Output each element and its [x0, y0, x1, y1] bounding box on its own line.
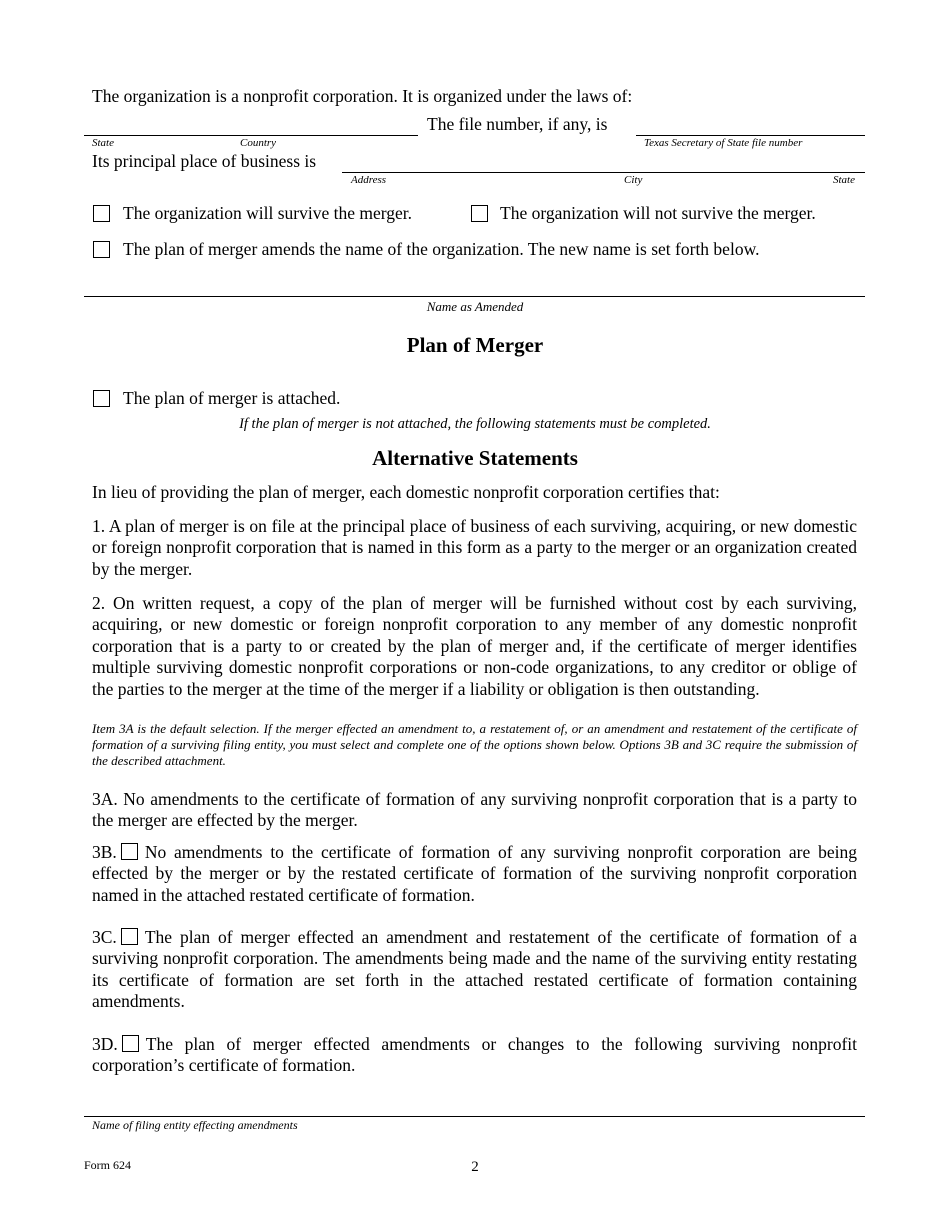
- country-label: Country: [240, 137, 277, 149]
- statement-1: 1. A plan of merger is on file at the principal place of business of each surviving, acquiring, or new domestic or foreign nonprofit corporation that is named in this form as a party to the merger or an organization created by the merger.: [92, 516, 857, 579]
- option-3d-number: 3D.: [92, 1034, 118, 1054]
- principal-place-field[interactable]: [342, 172, 865, 173]
- survive-checkbox[interactable]: [93, 205, 110, 222]
- name-amend-checkbox[interactable]: [93, 241, 110, 258]
- option-3a: 3A. No amendments to the certificate of formation of any surviving nonprofit corporation that is a party to the merger are effected by the merger.: [92, 789, 857, 831]
- survive-option-label: The organization will survive the merger.: [123, 203, 412, 223]
- nonprofit-statement: The organization is a nonprofit corporation. It is organized under the laws of:: [92, 86, 633, 106]
- option-3c-text: The plan of merger effected an amendment and restatement of the certificate of formation of a surviving nonprofit corporation. The amendments being made and the name of the surviving entity restating its certificate of formation are set forth in the attached restated certificate of formation containing amendments.: [92, 927, 857, 1012]
- city-label: City: [624, 174, 643, 186]
- statement-2: 2. On written request, a copy of the plan of merger will be furnished without cost by each surviving, acquiring, or new domestic or foreign nonprofit corporation to any member of any domestic nonprofit corporation that is a party to or created by the plan of merger and, if the certificate of merger identifies multiple surviving domestic nonprofit corporations or non-code organizations, to any creditor or oblige of the parties to the merger at the time of the merger if a liability or obligation is then outstanding.: [92, 593, 857, 699]
- option-3b-checkbox[interactable]: [121, 843, 138, 860]
- name-as-amended-field[interactable]: [84, 296, 865, 297]
- filing-entity-field[interactable]: [84, 1116, 865, 1117]
- file-number-field[interactable]: [636, 135, 865, 136]
- file-number-label: The file number, if any, is: [427, 114, 608, 134]
- option-3c: [92, 927, 857, 1013]
- item-3-note: Item 3A is the default selection. If the merger effected an amendment to, a restatement of, or an amendment and restatement of the certificate of formation of a surviving filing entity, you must select and complete one of the options shown below. Options 3B and 3C require the submission of the described attachment.: [92, 721, 857, 768]
- option-3c-number: 3C.: [92, 927, 117, 947]
- form-number: Form 624: [84, 1158, 132, 1172]
- plan-attached-label: The plan of merger is attached.: [123, 388, 341, 408]
- sos-file-number-label: Texas Secretary of State file number: [644, 137, 803, 149]
- alternative-statements-heading: Alternative Statements: [372, 446, 578, 470]
- alternative-intro: In lieu of providing the plan of merger, each domestic nonprofit corporation certifies that:: [92, 482, 720, 502]
- not-survive-checkbox[interactable]: [471, 205, 488, 222]
- option-3b: [92, 842, 857, 906]
- name-as-amended-label: Name as Amended: [426, 299, 524, 314]
- option-3b-number: 3B.: [92, 842, 117, 862]
- option-3c-checkbox[interactable]: [121, 928, 138, 945]
- filing-entity-label: Name of filing entity effecting amendments: [92, 1118, 298, 1132]
- jurisdiction-field[interactable]: [84, 135, 418, 136]
- option-3b-text: No amendments to the certificate of formation of any surviving nonprofit corporation are being effected by the merger or by the restated certificate of formation of the surviving nonprofit corporation named in the attached restated certificate of formation.: [92, 842, 857, 905]
- state-label: State: [92, 137, 114, 149]
- name-amend-option-label: The plan of merger amends the name of the organization. The new name is set forth below.: [123, 239, 760, 259]
- principal-place-label: Its principal place of business is: [92, 151, 317, 171]
- option-3d-text: The plan of merger effected amendments or changes to the following surviving nonprofit corporation’s certificate of formation.: [92, 1034, 857, 1076]
- address-label: Address: [351, 174, 387, 186]
- plan-of-merger-heading: Plan of Merger: [406, 333, 544, 357]
- state-label-2: State: [833, 174, 855, 186]
- plan-instruction: If the plan of merger is not attached, the following statements must be completed.: [239, 416, 711, 432]
- not-survive-option-label: The organization will not survive the merger.: [500, 203, 816, 223]
- plan-attached-checkbox[interactable]: [93, 390, 110, 407]
- page-number: 2: [471, 1159, 479, 1175]
- option-3d-checkbox[interactable]: [122, 1035, 139, 1052]
- option-3d: [92, 1034, 857, 1077]
